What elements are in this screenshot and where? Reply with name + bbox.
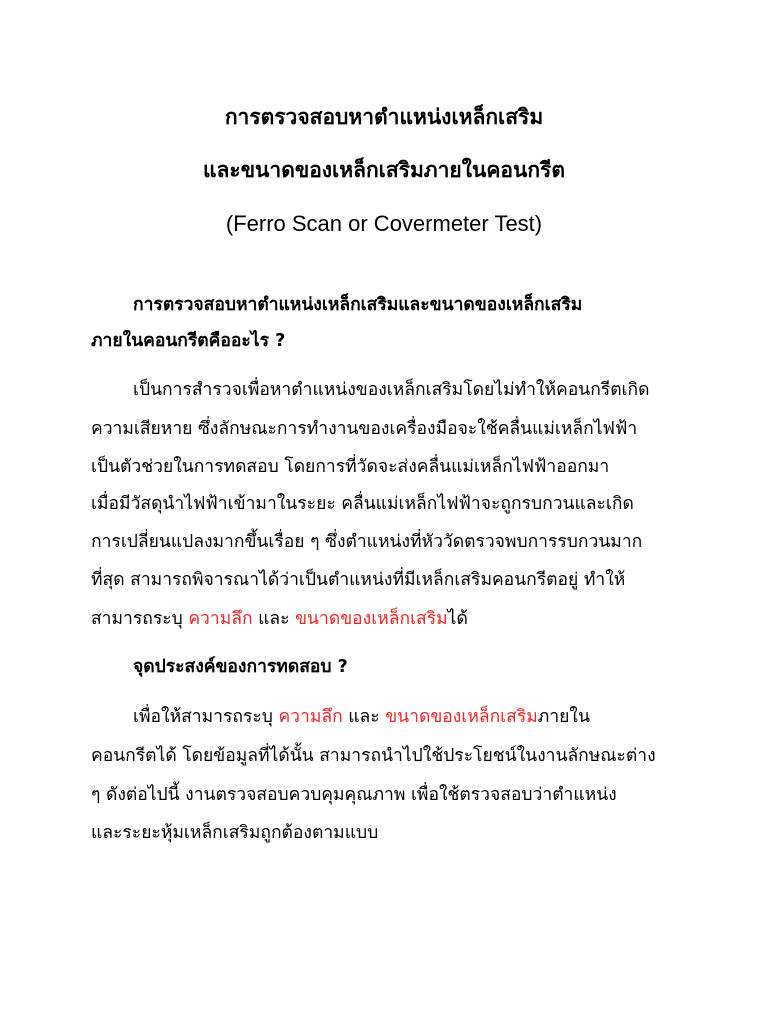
text-segment: เพื่อให้สามารถระบุ <box>133 707 279 727</box>
section1-paragraph-line: เป็นการสำรวจเพื่อหาตำแหน่งของเหล็กเสริมโดยไม่ทำให้คอนกรีตเกิด <box>133 380 650 400</box>
highlight-depth: ความลึก <box>188 609 253 629</box>
section2-paragraph-line: คอนกรีตได้ โดยข้อมูลที่ได้นั้น สามารถนำไปใช้ประโยชน์ในงานลักษณะต่าง <box>91 746 656 766</box>
section1-heading-line-2: ภายในคอนกรีตคืออะไร ? <box>91 331 286 351</box>
section2-paragraph-line: และระยะหุ้มเหล็กเสริมถูกต้องตามแบบ <box>91 823 379 843</box>
section1-paragraph-last-line <box>91 605 468 633</box>
section2-paragraph-line: ๆ ดังต่อไปนี้ งานตรวจสอบควบคุมคุณภาพ เพื่อใช้ตรวจสอบว่าตำแหน่ง <box>91 785 617 805</box>
highlight-rebar-size: ขนาดของเหล็กเสริม <box>295 609 448 629</box>
section2-paragraph-first-line <box>133 703 590 731</box>
section1-heading-line-1: การตรวจสอบหาตำแหน่งเหล็กเสริมและขนาดของเหล็กเสริม <box>133 295 583 315</box>
highlight-rebar-size: ขนาดของเหล็กเสริม <box>385 707 538 727</box>
text-segment: และ <box>342 707 386 727</box>
section1-paragraph-line: การเปลี่ยนแปลงมากขึ้นเรื่อย ๆ ซึ่งตำแหน่งที่หัววัดตรวจพบการรบกวนมาก <box>91 532 643 552</box>
section2-heading: จุดประสงค์ของการทดสอบ ? <box>133 657 348 677</box>
section1-paragraph-line: เมื่อมีวัสดุนำไฟฟ้าเข้ามาในระยะ คลื่นแม่เหล็กไฟฟ้าจะถูกรบกวนและเกิด <box>91 494 634 514</box>
text-segment: และ <box>252 609 296 629</box>
text-segment: ภายใน <box>537 707 590 727</box>
title-line-1: การตรวจสอบหาตำแหน่งเหล็กเสริม <box>224 105 544 129</box>
text-segment: สามารถระบุ <box>91 609 189 629</box>
title-line-2: และขนาดของเหล็กเสริมภายในคอนกรีต <box>203 158 565 182</box>
title-line-3: (Ferro Scan or Covermeter Test) <box>225 211 543 236</box>
section1-paragraph-line: ความเสียหาย ซึ่งลักษณะการทำงานของเครื่องมือจะใช้คลื่นแม่เหล็กไฟฟ้า <box>91 419 638 439</box>
highlight-depth: ความลึก <box>278 707 343 727</box>
section1-paragraph-line: ที่สุด สามารถพิจารณาได้ว่าเป็นตำแหน่งที่มีเหล็กเสริมคอนกรีตอยู่ ทำให้ <box>91 570 626 590</box>
text-segment: ได้ <box>447 609 468 629</box>
section1-paragraph-line: เป็นตัวช่วยในการทดสอบ โดยการที่วัดจะส่งคลื่นแม่เหล็กไฟฟ้าออกมา <box>91 457 610 477</box>
